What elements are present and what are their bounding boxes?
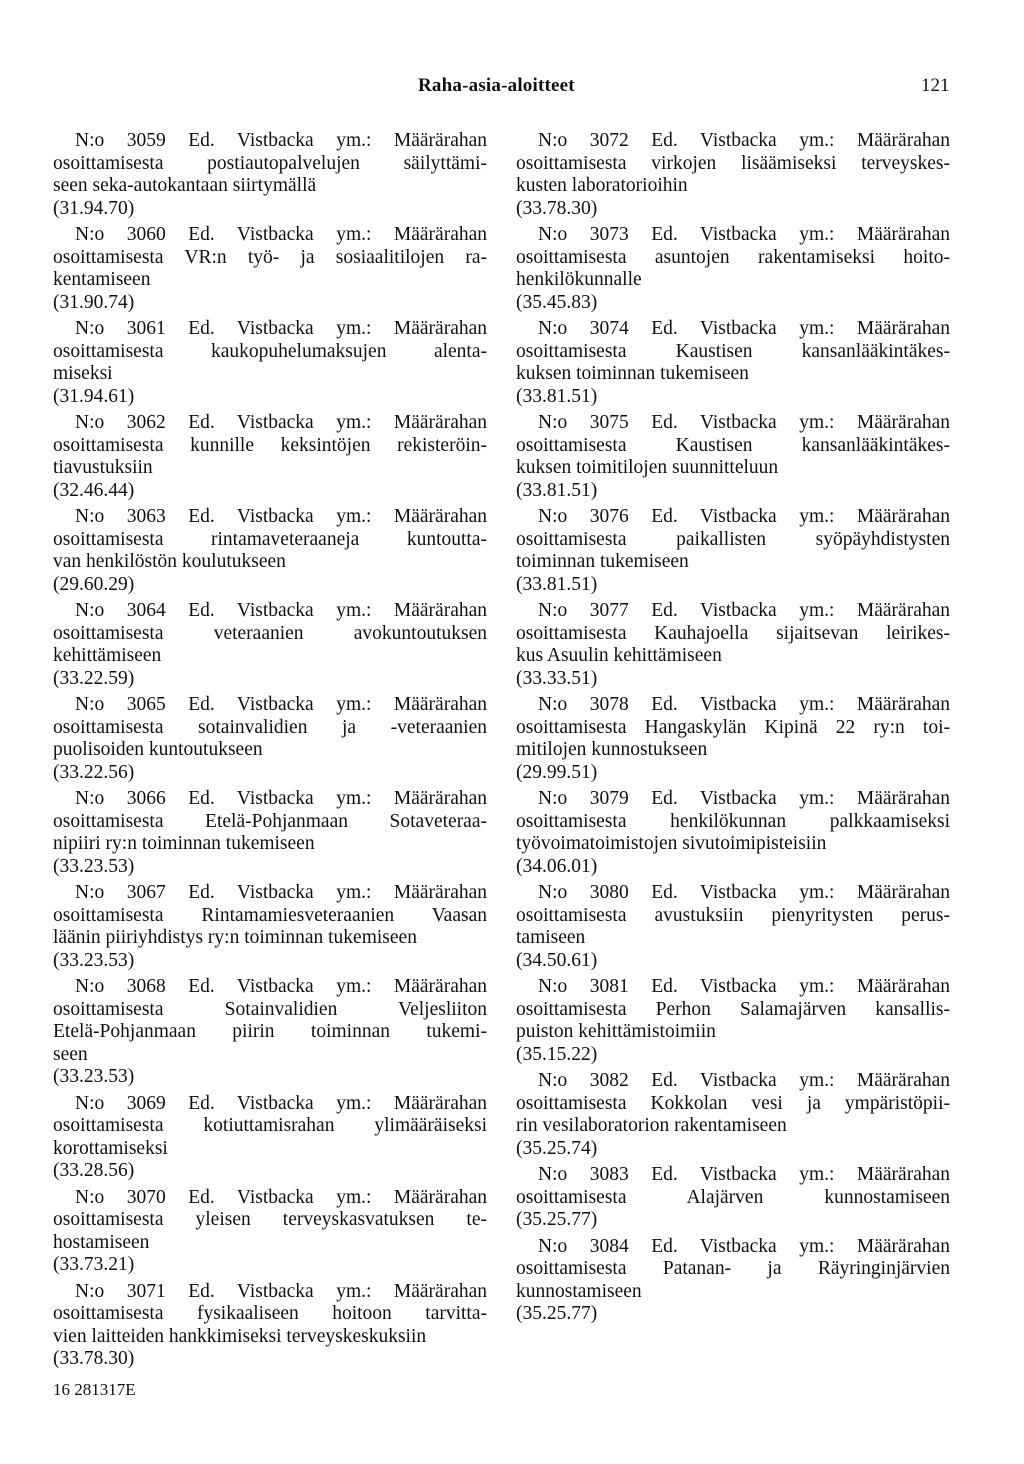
motion-entry: [53, 1281, 487, 1371]
motion-text-line: osoittamisesta Alajärven kunnostamiseen: [516, 1186, 950, 1208]
motion-entry: [53, 224, 487, 314]
motion-text-line: korottamiseksi: [53, 1137, 168, 1159]
motion-text-line: osoittamisesta virkojen lisäämiseksi terveyskes-: [516, 152, 950, 174]
motion-entry: [516, 1236, 950, 1326]
motion-heading-line: N:o 3084 Ed. Vistbacka ym.: Määrärahan: [538, 1235, 950, 1257]
motion-heading-line: N:o 3077 Ed. Vistbacka ym.: Määrärahan: [538, 600, 950, 621]
motion-text-line: osoittamisesta kunnille keksintöjen rekisteröin-: [53, 434, 487, 456]
motion-entry: [53, 600, 487, 690]
motion-text-line: osoittamisesta fysikaaliseen hoitoon tarvitta-: [53, 1303, 487, 1324]
motion-text-line: van henkilöstön koulutukseen: [53, 551, 286, 572]
motion-text-line: hostamiseen: [53, 1231, 150, 1253]
motion-heading-line: N:o 3059 Ed. Vistbacka ym.: Määrärahan: [75, 130, 487, 151]
motion-text-line: osoittamisesta Perhon Salamajärven kansallis-: [516, 998, 950, 1020]
motion-entry: [53, 318, 487, 408]
motion-text-line: osoittamisesta henkilökunnan palkkaamiseksi: [516, 810, 950, 832]
budget-item-code: (32.46.44): [53, 479, 135, 501]
motion-entry: [516, 694, 950, 784]
budget-item-code: (33.22.59): [53, 667, 135, 689]
motion-heading-line: N:o 3062 Ed. Vistbacka ym.: Määrärahan: [75, 412, 487, 433]
motion-entry: [53, 694, 487, 784]
budget-item-code: (33.81.51): [516, 385, 598, 407]
motion-entry: [516, 412, 950, 502]
motion-text-line: läänin piiriyhdistys ry:n toiminnan tukemiseen: [53, 927, 417, 948]
motion-heading-line: N:o 3063 Ed. Vistbacka ym.: Määrärahan: [75, 506, 487, 527]
motion-text-line: osoittamisesta paikallisten syöpäyhdistysten: [516, 528, 950, 550]
motion-text-line: osoittamisesta asuntojen rakentamiseksi hoito-: [516, 246, 950, 268]
budget-item-code: (33.81.51): [516, 573, 598, 595]
left-column: [53, 130, 487, 1375]
motion-text-line: kusten laboratorioihin: [516, 175, 688, 196]
motion-text-line: osoittamisesta kaukopuhelumaksujen alenta-: [53, 340, 487, 362]
motion-heading-line: N:o 3068 Ed. Vistbacka ym.: Määrärahan: [75, 976, 487, 997]
motion-text-line: osoittamisesta veteraanien avokuntoutuksen: [53, 622, 487, 644]
budget-item-code: (33.78.30): [516, 197, 598, 219]
motion-entry: [53, 976, 487, 1089]
budget-item-code: (31.90.74): [53, 291, 135, 313]
motion-text-line: tamiseen: [516, 927, 586, 948]
motion-entry: [516, 600, 950, 690]
motion-text-line: osoittamisesta rintamaveteraaneja kuntoutta-: [53, 528, 487, 550]
motion-text-line: osoittamisesta Patanan- ja Räyringinjärvien: [516, 1258, 950, 1279]
motion-text-line: kuksen toiminnan tukemiseen: [516, 363, 749, 384]
motion-entry: [516, 130, 950, 220]
motion-heading-line: N:o 3064 Ed. Vistbacka ym.: Määrärahan: [75, 600, 487, 621]
motion-text-line: mitilojen kunnostukseen: [516, 739, 708, 760]
budget-item-code: (35.15.22): [516, 1043, 598, 1065]
motion-entry: [516, 976, 950, 1066]
motion-text-line: kus Asuulin kehittämiseen: [516, 645, 722, 666]
motion-text-line: puolisoiden kuntoutukseen: [53, 739, 263, 760]
motion-heading-line: N:o 3065 Ed. Vistbacka ym.: Määrärahan: [75, 694, 487, 715]
motion-heading-line: N:o 3076 Ed. Vistbacka ym.: Määrärahan: [538, 506, 950, 527]
page-number: 121: [921, 75, 950, 96]
budget-item-code: (33.28.56): [53, 1160, 135, 1181]
motion-text-line: osoittamisesta Rintamamiesveteraanien Vaasan: [53, 904, 487, 926]
motion-text-line: seen: [53, 1043, 88, 1065]
motion-entry: [53, 882, 487, 972]
running-header-title: Raha-asia-aloitteet: [418, 75, 575, 96]
budget-item-code: (34.50.61): [516, 949, 598, 971]
right-column: [516, 130, 950, 1330]
motion-text-line: osoittamisesta sotainvalidien ja -veteraanien: [53, 716, 487, 738]
motion-heading-line: N:o 3078 Ed. Vistbacka ym.: Määrärahan: [538, 694, 950, 715]
motion-heading-line: N:o 3072 Ed. Vistbacka ym.: Määrärahan: [538, 130, 950, 151]
budget-item-code: (33.78.30): [53, 1348, 135, 1369]
motion-text-line: osoittamisesta postiautopalvelujen säilyttämi-: [53, 152, 487, 174]
motion-text-line: Etelä-Pohjanmaan piirin toiminnan tukemi-: [53, 1021, 487, 1042]
motion-text-line: osoittamisesta Etelä-Pohjanmaan Sotaveteraa-: [53, 810, 487, 832]
budget-item-code: (29.60.29): [53, 573, 135, 595]
budget-item-code: (33.22.56): [53, 761, 135, 783]
budget-item-code: (33.73.21): [53, 1254, 135, 1275]
motion-heading-line: N:o 3067 Ed. Vistbacka ym.: Määrärahan: [75, 882, 487, 903]
budget-item-code: (35.25.74): [516, 1137, 598, 1159]
motion-text-line: kentamiseen: [53, 269, 151, 290]
motion-entry: [516, 1070, 950, 1160]
motion-heading-line: N:o 3083 Ed. Vistbacka ym.: Määrärahan: [538, 1164, 950, 1185]
motion-text-line: vien laitteiden hankkimiseksi terveyskeskuksiin: [53, 1325, 427, 1347]
budget-item-code: (35.25.77): [516, 1303, 598, 1324]
motion-entry: [516, 318, 950, 408]
motion-text-line: osoittamisesta avustuksiin pienyritysten perus-: [516, 904, 950, 926]
motion-entry: [53, 788, 487, 878]
motion-text-line: osoittamisesta Sotainvalidien Veljesliiton: [53, 998, 487, 1020]
motion-heading-line: N:o 3080 Ed. Vistbacka ym.: Määrärahan: [538, 882, 950, 903]
motion-heading-line: N:o 3079 Ed. Vistbacka ym.: Määrärahan: [538, 788, 950, 809]
budget-item-code: (31.94.61): [53, 385, 135, 407]
motion-text-line: seen seka-autokantaan siirtymällä: [53, 175, 317, 196]
motion-heading-line: N:o 3081 Ed. Vistbacka ym.: Määrärahan: [538, 976, 950, 997]
motion-heading-line: N:o 3082 Ed. Vistbacka ym.: Määrärahan: [538, 1070, 950, 1091]
budget-item-code: (34.06.01): [516, 855, 598, 877]
budget-item-code: (33.33.51): [516, 667, 598, 689]
motion-heading-line: N:o 3070 Ed. Vistbacka ym.: Määrärahan: [75, 1186, 487, 1208]
budget-item-code: (35.45.83): [516, 291, 598, 313]
motion-entry: [53, 130, 487, 220]
motion-entry: [516, 882, 950, 972]
motion-entry: [53, 1187, 487, 1277]
budget-item-code: (29.99.51): [516, 761, 598, 783]
motion-text-line: työvoimatoimistojen sivutoimipisteisiin: [516, 833, 827, 854]
motion-heading-line: N:o 3074 Ed. Vistbacka ym.: Määrärahan: [538, 318, 950, 339]
motion-heading-line: N:o 3060 Ed. Vistbacka ym.: Määrärahan: [75, 224, 487, 245]
motion-text-line: henkilökunnalle: [516, 269, 642, 290]
motion-text-line: osoittamisesta Kaustisen kansanlääkintäkes-: [516, 434, 950, 456]
budget-item-code: (33.23.53): [53, 855, 135, 877]
motion-entry: [516, 788, 950, 878]
motion-entry: [516, 506, 950, 596]
print-code: 16 281317E: [53, 1380, 136, 1399]
motion-text-line: kunnostamiseen: [516, 1280, 642, 1302]
motion-entry: [53, 1093, 487, 1183]
motion-text-line: rin vesilaboratorion rakentamiseen: [516, 1115, 787, 1136]
motion-text-line: osoittamisesta Hangaskylän Kipinä 22 ry:n toi-: [516, 716, 950, 738]
motion-heading-line: N:o 3061 Ed. Vistbacka ym.: Määrärahan: [75, 318, 487, 339]
motion-heading-line: N:o 3069 Ed. Vistbacka ym.: Määrärahan: [75, 1092, 487, 1114]
budget-item-code: (33.23.53): [53, 1066, 135, 1087]
motion-text-line: miseksi: [53, 363, 113, 384]
motion-text-line: kehittämiseen: [53, 645, 162, 666]
motion-text-line: osoittamisesta Kauhajoella sijaitsevan leirikes-: [516, 622, 950, 644]
motion-text-line: nipiiri ry:n toiminnan tukemiseen: [53, 833, 315, 854]
motion-text-line: osoittamisesta Kaustisen kansanlääkintäkes-: [516, 340, 950, 362]
motion-text-line: tiavustuksiin: [53, 457, 153, 478]
motion-text-line: puiston kehittämistoimiin: [516, 1021, 716, 1042]
motion-entry: [516, 1164, 950, 1232]
motion-text-line: kuksen toimitilojen suunnitteluun: [516, 457, 779, 478]
motion-heading-line: N:o 3071 Ed. Vistbacka ym.: Määrärahan: [75, 1280, 487, 1302]
motion-entry: [516, 224, 950, 314]
budget-item-code: (33.81.51): [516, 479, 598, 501]
budget-item-code: (33.23.53): [53, 949, 135, 971]
motion-entry: [53, 412, 487, 502]
budget-item-code: (35.25.77): [516, 1209, 598, 1230]
motion-text-line: osoittamisesta yleisen terveyskasvatuksen te-: [53, 1209, 487, 1230]
motion-text-line: osoittamisesta Kokkolan vesi ja ympäristöpii-: [516, 1092, 950, 1114]
motion-entry: [53, 506, 487, 596]
budget-item-code: (31.94.70): [53, 197, 135, 219]
motion-text-line: osoittamisesta kotiuttamisrahan ylimääräiseksi: [53, 1115, 487, 1136]
motion-heading-line: N:o 3066 Ed. Vistbacka ym.: Määrärahan: [75, 788, 487, 809]
motion-text-line: toiminnan tukemiseen: [516, 551, 689, 572]
motion-text-line: osoittamisesta VR:n työ- ja sosiaalitilojen ra-: [53, 246, 487, 268]
motion-heading-line: N:o 3075 Ed. Vistbacka ym.: Määrärahan: [538, 412, 950, 433]
motion-heading-line: N:o 3073 Ed. Vistbacka ym.: Määrärahan: [538, 224, 950, 245]
